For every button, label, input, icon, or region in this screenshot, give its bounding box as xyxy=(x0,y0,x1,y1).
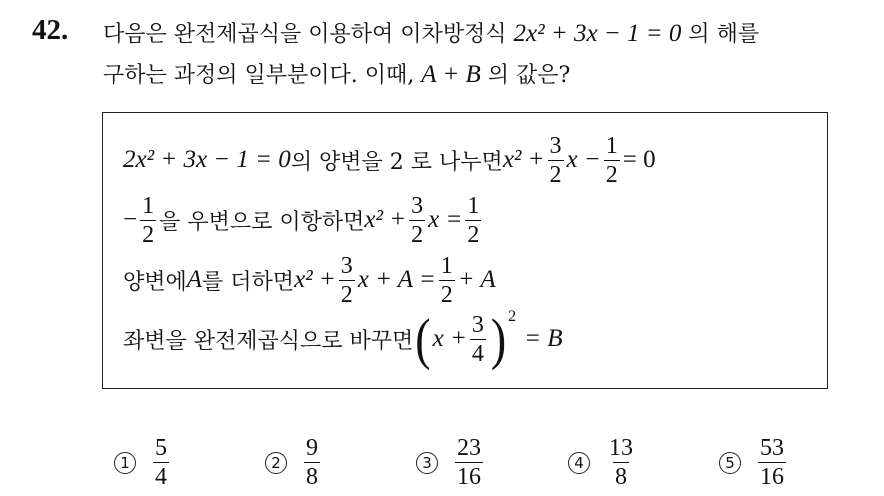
step-text: 을 우변으로 이항하면 xyxy=(159,209,365,235)
fraction: $\frac{1}{2}$ xyxy=(605,132,618,188)
expr: = B xyxy=(524,325,563,352)
choice-fraction: $\frac{9}{8}$ xyxy=(306,435,318,490)
expr: x² + xyxy=(502,146,545,173)
expr: x² + xyxy=(294,266,336,293)
choice-marker: 2 xyxy=(265,452,287,474)
stem-text: 다음은 완전제곱식을 이용하여 이차방정식 xyxy=(103,22,514,47)
fraction: $\frac{1}{2}$ xyxy=(440,252,453,308)
question-number: 42. xyxy=(32,14,69,46)
choice-fraction: $\frac{5}{4}$ xyxy=(155,435,167,490)
choice-marker: 4 xyxy=(568,452,590,474)
stem-line-2 xyxy=(103,55,873,96)
fraction: $\frac{1}{2}$ xyxy=(467,192,480,248)
left-paren: ( xyxy=(415,306,431,371)
solution-process-box xyxy=(102,112,828,389)
minus-sign: − xyxy=(123,206,138,233)
equation: 2x² + 3x − 1 = 0 xyxy=(123,146,291,173)
choice-1[interactable] xyxy=(114,436,172,489)
step-text: 양변에 xyxy=(123,269,187,295)
choice-marker: 5 xyxy=(719,452,741,474)
choice-2[interactable] xyxy=(265,436,323,489)
variable-a: A xyxy=(186,266,203,293)
stem-text: 의 해를 xyxy=(681,22,760,47)
expr: x = xyxy=(428,206,463,233)
step-text: 의 양변을 2 로 나누면 xyxy=(290,149,503,175)
choice-marker: 1 xyxy=(114,452,136,474)
choice-4[interactable] xyxy=(568,436,638,489)
stem-text: 구하는 과정의 일부분이다. 이때, xyxy=(103,63,422,88)
stem-text: 의 값은? xyxy=(480,63,571,88)
expr: x² + xyxy=(364,206,407,233)
fraction: $\frac{3}{2}$ xyxy=(549,132,562,188)
expr: x + A = xyxy=(357,266,436,293)
stem-equation: 2x² + 3x − 1 = 0 xyxy=(513,20,682,47)
step-text: 좌변을 완전제곱식으로 바꾸면 xyxy=(123,328,414,354)
right-paren: ) xyxy=(490,306,507,371)
choice-3[interactable] xyxy=(416,436,486,489)
process-step-2 xyxy=(123,192,484,248)
stem-line-1 xyxy=(103,14,873,55)
fraction: $\frac{3}{4}$ xyxy=(471,311,484,367)
choice-fraction: $\frac{53}{16}$ xyxy=(760,435,784,490)
choice-fraction: $\frac{13}{8}$ xyxy=(609,435,633,490)
step-text: 를 더하면 xyxy=(202,269,295,295)
process-step-1 xyxy=(123,132,656,188)
expr: x − xyxy=(566,146,601,173)
choice-fraction: $\frac{23}{16}$ xyxy=(457,435,481,490)
choice-marker: 3 xyxy=(416,452,438,474)
process-step-4 xyxy=(123,306,563,371)
choice-5[interactable] xyxy=(719,436,789,489)
fraction: $\frac{3}{2}$ xyxy=(411,192,424,248)
question-stem xyxy=(103,14,873,96)
fraction: $\frac{3}{2}$ xyxy=(340,252,353,308)
expr: + A xyxy=(457,266,496,293)
exponent: 2 xyxy=(508,308,517,325)
stem-ask-expression: A + B xyxy=(421,61,481,88)
fraction: $\frac{1}{2}$ xyxy=(142,192,155,248)
process-step-3 xyxy=(123,252,496,308)
expr: = 0 xyxy=(622,146,656,173)
expr: x + xyxy=(432,325,467,352)
